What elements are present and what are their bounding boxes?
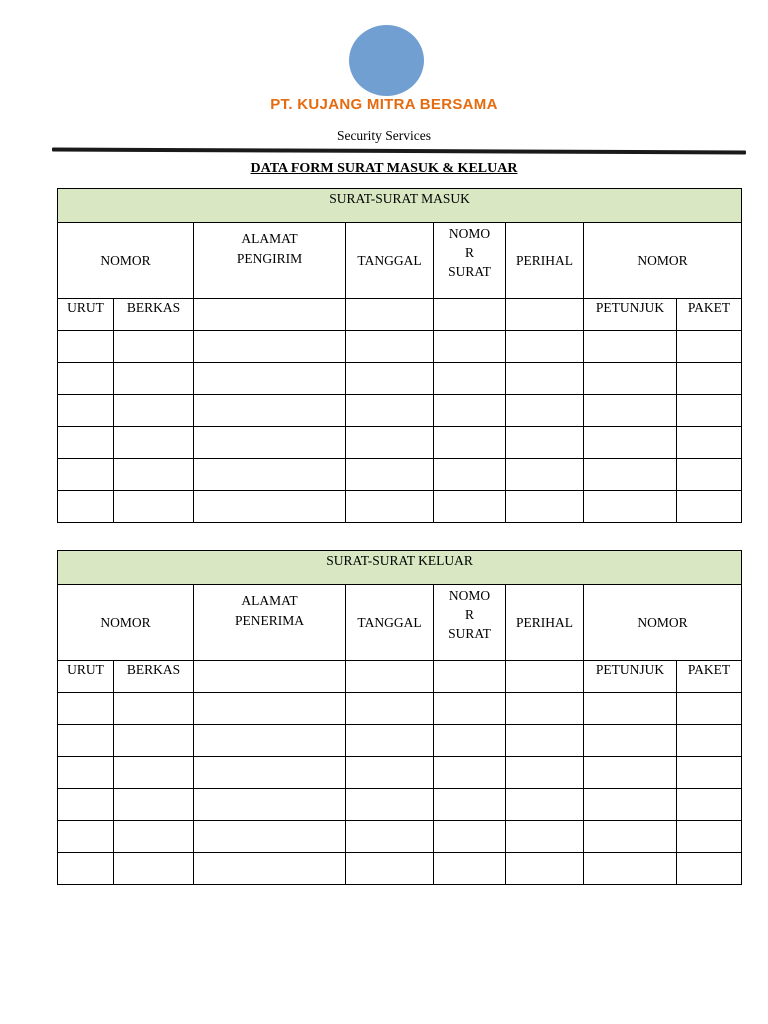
cell[interactable]	[58, 789, 114, 821]
form-title: DATA FORM SURAT MASUK & KELUAR	[250, 161, 518, 176]
header-nomor-surat-line3: SURAT	[448, 626, 491, 641]
cell[interactable]	[506, 725, 584, 757]
cell[interactable]	[346, 363, 434, 395]
header-nomor-2: NOMOR	[584, 585, 742, 661]
cell[interactable]	[346, 853, 434, 885]
cell[interactable]	[434, 789, 506, 821]
cell[interactable]	[114, 363, 194, 395]
header-nomor-surat-line3: SURAT	[448, 264, 491, 279]
header-alamat	[194, 585, 346, 661]
cell[interactable]	[677, 757, 742, 789]
table-row	[58, 853, 742, 885]
table-surat-keluar	[57, 550, 742, 885]
cell[interactable]	[58, 725, 114, 757]
table-row	[58, 427, 742, 459]
cell[interactable]	[677, 789, 742, 821]
cell[interactable]	[506, 331, 584, 363]
cell[interactable]	[346, 427, 434, 459]
cell[interactable]	[114, 459, 194, 491]
cell[interactable]	[584, 363, 677, 395]
cell[interactable]	[346, 491, 434, 523]
cell[interactable]	[677, 821, 742, 853]
cell[interactable]	[434, 459, 506, 491]
header-tanggal: TANGGAL	[346, 223, 434, 299]
cell[interactable]	[584, 757, 677, 789]
subheader-blank	[506, 299, 584, 331]
cell[interactable]	[194, 789, 346, 821]
cell[interactable]	[58, 693, 114, 725]
cell[interactable]	[584, 789, 677, 821]
cell[interactable]	[434, 725, 506, 757]
company-name: PT. KUJANG MITRA BERSAMA	[270, 96, 498, 113]
cell[interactable]	[506, 427, 584, 459]
cell[interactable]	[58, 853, 114, 885]
cell[interactable]	[194, 395, 346, 427]
cell[interactable]	[114, 331, 194, 363]
cell[interactable]	[434, 853, 506, 885]
cell[interactable]	[434, 491, 506, 523]
cell[interactable]	[434, 395, 506, 427]
cell[interactable]	[346, 459, 434, 491]
cell[interactable]	[346, 331, 434, 363]
cell[interactable]	[584, 821, 677, 853]
company-subtitle: Security Services	[336, 128, 432, 143]
cell[interactable]	[194, 821, 346, 853]
cell[interactable]	[58, 757, 114, 789]
cell[interactable]	[677, 491, 742, 523]
header-alamat-line1: ALAMAT	[241, 231, 298, 246]
cell[interactable]	[194, 853, 346, 885]
header-perihal: PERIHAL	[506, 223, 584, 299]
cell[interactable]	[506, 693, 584, 725]
subheader-paket: PAKET	[677, 661, 742, 693]
header-nomor-surat	[434, 585, 506, 661]
cell[interactable]	[58, 331, 114, 363]
subheader-blank	[506, 661, 584, 693]
header-alamat-line2: PENGIRIM	[236, 251, 303, 266]
cell[interactable]	[346, 725, 434, 757]
cell[interactable]	[677, 395, 742, 427]
subheader-blank	[434, 661, 506, 693]
cell[interactable]	[506, 853, 584, 885]
header-nomor-surat-line2: R	[464, 607, 474, 622]
cell[interactable]	[584, 853, 677, 885]
header-nomor-2: NOMOR	[584, 223, 742, 299]
table-row	[58, 693, 742, 725]
cell[interactable]	[584, 693, 677, 725]
header-alamat	[194, 223, 346, 299]
cell[interactable]	[584, 459, 677, 491]
cell[interactable]	[346, 821, 434, 853]
cell[interactable]	[677, 427, 742, 459]
cell[interactable]	[584, 491, 677, 523]
cell[interactable]	[114, 757, 194, 789]
header-nomor-surat-line1: NOMO	[448, 588, 491, 603]
header-nomor: NOMOR	[58, 223, 194, 299]
subheader-blank	[346, 661, 434, 693]
subheader-paket: PAKET	[677, 299, 742, 331]
cell[interactable]	[506, 821, 584, 853]
cell[interactable]	[584, 725, 677, 757]
cell[interactable]	[194, 491, 346, 523]
subheader-petunjuk: PETUNJUK	[584, 661, 677, 693]
cell[interactable]	[114, 821, 194, 853]
table-row	[58, 491, 742, 523]
cell[interactable]	[677, 693, 742, 725]
subheader-berkas: BERKAS	[114, 661, 194, 693]
cell[interactable]	[114, 491, 194, 523]
cell[interactable]	[194, 725, 346, 757]
subheader-urut: URUT	[58, 661, 114, 693]
cell[interactable]	[194, 757, 346, 789]
cell[interactable]	[194, 427, 346, 459]
header-tanggal: TANGGAL	[346, 585, 434, 661]
cell[interactable]	[114, 725, 194, 757]
cell[interactable]	[114, 853, 194, 885]
header-divider	[52, 147, 746, 154]
subheader-blank	[434, 299, 506, 331]
table-row	[58, 789, 742, 821]
cell[interactable]	[584, 427, 677, 459]
cell[interactable]	[58, 363, 114, 395]
table-row	[58, 757, 742, 789]
header-alamat-line2: PENERIMA	[234, 613, 304, 628]
section-title: SURAT-SURAT MASUK	[58, 189, 742, 223]
cell[interactable]	[58, 395, 114, 427]
cell[interactable]	[677, 853, 742, 885]
cell[interactable]	[58, 821, 114, 853]
cell[interactable]	[434, 363, 506, 395]
subheader-blank	[194, 299, 346, 331]
table-row	[58, 331, 742, 363]
header-perihal: PERIHAL	[506, 585, 584, 661]
cell[interactable]	[114, 427, 194, 459]
company-logo	[349, 25, 424, 96]
cell[interactable]	[677, 363, 742, 395]
header-nomor-surat	[434, 223, 506, 299]
cell[interactable]	[194, 363, 346, 395]
cell[interactable]	[114, 693, 194, 725]
cell[interactable]	[506, 363, 584, 395]
cell[interactable]	[346, 395, 434, 427]
cell[interactable]	[506, 789, 584, 821]
cell[interactable]	[434, 427, 506, 459]
cell[interactable]	[506, 757, 584, 789]
cell[interactable]	[677, 459, 742, 491]
subheader-berkas: BERKAS	[114, 299, 194, 331]
cell[interactable]	[584, 331, 677, 363]
table-row	[58, 821, 742, 853]
cell[interactable]	[58, 491, 114, 523]
cell[interactable]	[194, 331, 346, 363]
cell[interactable]	[677, 725, 742, 757]
cell[interactable]	[506, 459, 584, 491]
cell[interactable]	[506, 395, 584, 427]
table-row	[58, 725, 742, 757]
cell[interactable]	[434, 757, 506, 789]
table-row	[58, 363, 742, 395]
table-surat-masuk	[57, 188, 742, 523]
cell[interactable]	[677, 331, 742, 363]
cell[interactable]	[346, 757, 434, 789]
header-alamat-line1: ALAMAT	[241, 593, 298, 608]
cell[interactable]	[434, 821, 506, 853]
cell[interactable]	[584, 395, 677, 427]
subheader-urut: URUT	[58, 299, 114, 331]
table-row	[58, 395, 742, 427]
header-nomor-surat-line2: R	[464, 245, 474, 260]
cell[interactable]	[434, 331, 506, 363]
section-title: SURAT-SURAT KELUAR	[58, 551, 742, 585]
cell[interactable]	[346, 789, 434, 821]
cell[interactable]	[58, 427, 114, 459]
subheader-blank	[194, 661, 346, 693]
cell[interactable]	[194, 459, 346, 491]
cell[interactable]	[58, 459, 114, 491]
table-row	[58, 459, 742, 491]
header-nomor: NOMOR	[58, 585, 194, 661]
subheader-blank	[346, 299, 434, 331]
cell[interactable]	[114, 395, 194, 427]
cell[interactable]	[506, 491, 584, 523]
header-nomor-surat-line1: NOMO	[448, 226, 491, 241]
cell[interactable]	[194, 693, 346, 725]
cell[interactable]	[114, 789, 194, 821]
cell[interactable]	[434, 693, 506, 725]
cell[interactable]	[346, 693, 434, 725]
subheader-petunjuk: PETUNJUK	[584, 299, 677, 331]
